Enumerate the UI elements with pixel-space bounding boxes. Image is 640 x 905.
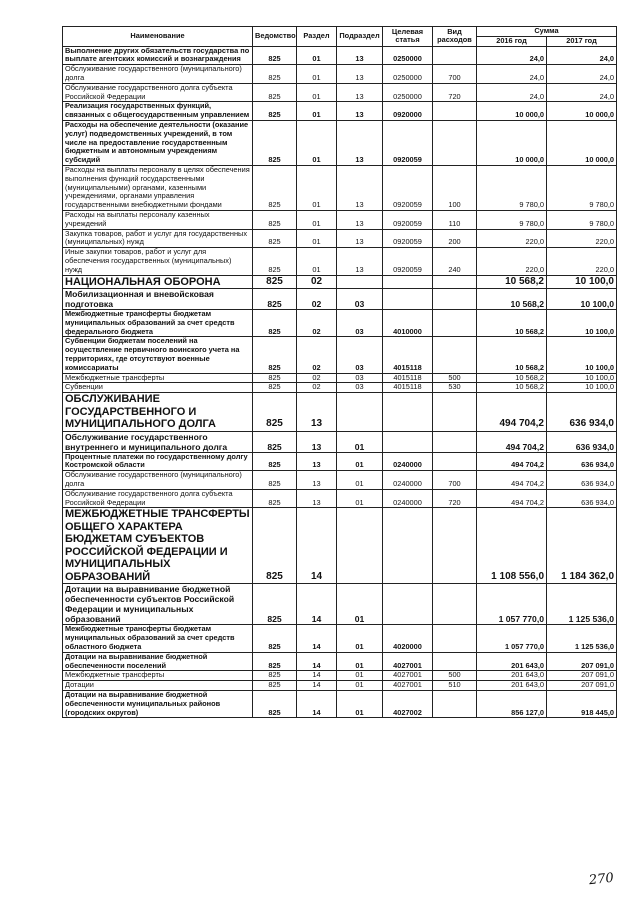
row-name: Реализация государственных функций, связанных с общегосударственным управлением <box>63 102 253 121</box>
table-row <box>63 373 617 383</box>
row-name: Межбюджетные трансферты бюджетам муниципальных образований за счет средств федерального бюджета <box>63 310 253 337</box>
row-subsection: 03 <box>337 373 383 383</box>
row-dept: 825 <box>253 625 297 652</box>
row-target: 4020000 <box>383 625 433 652</box>
row-dept: 825 <box>253 508 297 584</box>
row-subsection: 13 <box>337 165 383 210</box>
row-sum-2016: 856 127,0 <box>477 691 547 718</box>
row-sum-2016: 494 704,2 <box>477 431 547 452</box>
row-subsection: 01 <box>337 671 383 681</box>
row-target: 0920000 <box>383 102 433 121</box>
row-name: НАЦИОНАЛЬНАЯ ОБОРОНА <box>63 275 253 289</box>
header-name: Наименование <box>63 27 253 47</box>
row-subsection: 13 <box>337 248 383 275</box>
budget-document <box>62 26 616 718</box>
row-target: 4015118 <box>383 337 433 373</box>
row-sum-2017: 207 091,0 <box>547 681 617 691</box>
row-sum-2016: 201 643,0 <box>477 681 547 691</box>
row-section: 01 <box>297 248 337 275</box>
row-name: Выполнение других обязательств государства по выплате агентских комиссий и вознаграждения <box>63 46 253 65</box>
row-target <box>383 275 433 289</box>
row-name: Расходы на обеспечение деятельности (оказание услуг) подведомственных учреждений, в том числе на предоставление государственным бюджетным и автономным учреждениям субсидий <box>63 120 253 165</box>
row-subsection: 03 <box>337 310 383 337</box>
row-subsection: 03 <box>337 383 383 393</box>
row-dept: 825 <box>253 584 297 625</box>
row-expense-type: 700 <box>433 471 477 490</box>
row-section: 01 <box>297 83 337 102</box>
row-sum-2016: 24,0 <box>477 65 547 84</box>
row-sum-2016: 24,0 <box>477 46 547 65</box>
row-sum-2016: 10 568,2 <box>477 383 547 393</box>
row-expense-type <box>433 289 477 310</box>
row-target: 4015118 <box>383 383 433 393</box>
row-subsection: 01 <box>337 431 383 452</box>
row-target: 0240000 <box>383 471 433 490</box>
row-target: 4027001 <box>383 671 433 681</box>
row-expense-type <box>433 337 477 373</box>
row-target: 4027002 <box>383 691 433 718</box>
table-row <box>63 310 617 337</box>
row-sum-2016: 220,0 <box>477 248 547 275</box>
row-expense-type <box>433 652 477 671</box>
table-body <box>63 46 617 718</box>
row-sum-2017: 918 445,0 <box>547 691 617 718</box>
row-section: 14 <box>297 584 337 625</box>
row-dept: 825 <box>253 471 297 490</box>
row-expense-type <box>433 310 477 337</box>
row-sum-2016: 201 643,0 <box>477 671 547 681</box>
row-target: 4015118 <box>383 373 433 383</box>
table-row <box>63 248 617 275</box>
row-subsection: 13 <box>337 210 383 229</box>
row-sum-2016: 201 643,0 <box>477 652 547 671</box>
row-subsection <box>337 393 383 432</box>
row-name: Мобилизационная и вневойсковая подготовка <box>63 289 253 310</box>
row-sum-2017: 10 100,0 <box>547 337 617 373</box>
row-dept: 825 <box>253 652 297 671</box>
row-sum-2017: 10 000,0 <box>547 102 617 121</box>
table-row <box>63 671 617 681</box>
row-section: 14 <box>297 652 337 671</box>
row-sum-2017: 207 091,0 <box>547 652 617 671</box>
header-sum: Сумма <box>477 27 617 37</box>
row-sum-2016: 494 704,2 <box>477 452 547 471</box>
table-row <box>63 210 617 229</box>
row-dept: 825 <box>253 46 297 65</box>
row-subsection: 13 <box>337 120 383 165</box>
row-target: 0920059 <box>383 248 433 275</box>
row-sum-2017: 10 000,0 <box>547 120 617 165</box>
row-subsection: 13 <box>337 102 383 121</box>
row-dept: 825 <box>253 489 297 508</box>
table-row <box>63 393 617 432</box>
row-expense-type: 530 <box>433 383 477 393</box>
header-dept: Ведомство <box>253 27 297 47</box>
header-row <box>63 27 617 37</box>
table-row <box>63 337 617 373</box>
row-target: 4010000 <box>383 310 433 337</box>
row-subsection: 01 <box>337 691 383 718</box>
row-target <box>383 431 433 452</box>
row-subsection: 13 <box>337 229 383 248</box>
row-expense-type: 500 <box>433 373 477 383</box>
row-subsection: 01 <box>337 471 383 490</box>
table-row <box>63 625 617 652</box>
row-subsection: 13 <box>337 46 383 65</box>
table-row <box>63 452 617 471</box>
row-expense-type <box>433 102 477 121</box>
row-dept: 825 <box>253 383 297 393</box>
table-row <box>63 275 617 289</box>
row-name: Расходы на выплаты персоналу в целях обеспечения выполнения функций государственными (муниципальными) органами, казенными учреждениями, органами управления государственными внебюджетными фондами <box>63 165 253 210</box>
row-expense-type: 110 <box>433 210 477 229</box>
row-section: 01 <box>297 210 337 229</box>
row-section: 13 <box>297 452 337 471</box>
table-row <box>63 289 617 310</box>
row-section: 02 <box>297 310 337 337</box>
table-row <box>63 431 617 452</box>
row-subsection: 01 <box>337 681 383 691</box>
row-dept: 825 <box>253 120 297 165</box>
header-expense: Вид расходов <box>433 27 477 47</box>
row-dept: 825 <box>253 393 297 432</box>
row-sum-2017: 220,0 <box>547 248 617 275</box>
row-subsection: 01 <box>337 452 383 471</box>
row-target <box>383 289 433 310</box>
row-name: Обслуживание государственного (муниципального) долга <box>63 65 253 84</box>
row-expense-type <box>433 584 477 625</box>
row-dept: 825 <box>253 671 297 681</box>
row-target: 0920059 <box>383 229 433 248</box>
row-sum-2017: 1 125 536,0 <box>547 584 617 625</box>
row-section: 01 <box>297 102 337 121</box>
row-sum-2016: 1 057 770,0 <box>477 584 547 625</box>
table-row <box>63 383 617 393</box>
row-expense-type <box>433 393 477 432</box>
row-expense-type: 500 <box>433 671 477 681</box>
row-name: Дотации на выравнивание бюджетной обеспеченности поселений <box>63 652 253 671</box>
row-section: 02 <box>297 275 337 289</box>
row-sum-2016: 494 704,2 <box>477 471 547 490</box>
row-subsection: 03 <box>337 289 383 310</box>
row-target: 0250000 <box>383 46 433 65</box>
row-dept: 825 <box>253 83 297 102</box>
row-name: МЕЖБЮДЖЕТНЫЕ ТРАНСФЕРТЫ ОБЩЕГО ХАРАКТЕРА БЮДЖЕТАМ СУБЪЕКТОВ РОССИЙСКОЙ ФЕДЕРАЦИИ И МУНИЦИПАЛЬНЫХ ОБРАЗОВАНИЙ <box>63 508 253 584</box>
row-section: 14 <box>297 671 337 681</box>
row-sum-2017: 9 780,0 <box>547 165 617 210</box>
row-section: 01 <box>297 120 337 165</box>
row-section: 13 <box>297 471 337 490</box>
row-section: 14 <box>297 681 337 691</box>
row-subsection: 13 <box>337 65 383 84</box>
row-sum-2017: 636 934,0 <box>547 489 617 508</box>
row-expense-type: 240 <box>433 248 477 275</box>
row-sum-2017: 1 184 362,0 <box>547 508 617 584</box>
row-sum-2017: 10 100,0 <box>547 289 617 310</box>
row-dept: 825 <box>253 310 297 337</box>
row-sum-2016: 494 704,2 <box>477 393 547 432</box>
row-name: Межбюджетные трансферты <box>63 671 253 681</box>
row-name: Обслуживание государственного внутреннего и муниципального долга <box>63 431 253 452</box>
row-sum-2016: 220,0 <box>477 229 547 248</box>
row-sum-2017: 220,0 <box>547 229 617 248</box>
row-target <box>383 508 433 584</box>
table-row <box>63 46 617 65</box>
row-sum-2017: 636 934,0 <box>547 393 617 432</box>
budget-table <box>62 26 617 718</box>
row-sum-2016: 1 057 770,0 <box>477 625 547 652</box>
row-sum-2017: 636 934,0 <box>547 452 617 471</box>
row-sum-2017: 1 125 536,0 <box>547 625 617 652</box>
row-target: 0920059 <box>383 210 433 229</box>
row-dept: 825 <box>253 289 297 310</box>
row-name: Межбюджетные трансферты <box>63 373 253 383</box>
row-name: Обслуживание государственного долга субъекта Российской Федерации <box>63 83 253 102</box>
row-section: 13 <box>297 431 337 452</box>
row-target: 0240000 <box>383 452 433 471</box>
row-expense-type: 200 <box>433 229 477 248</box>
row-name: Субвенции бюджетам поселений на осуществление первичного воинского учета на территориях, где отсутствуют военные комиссариаты <box>63 337 253 373</box>
row-name: Обслуживание государственного (муниципального) долга <box>63 471 253 490</box>
row-sum-2017: 9 780,0 <box>547 210 617 229</box>
header-2017: 2017 год <box>547 36 617 46</box>
row-dept: 825 <box>253 102 297 121</box>
page-number: 270 <box>588 870 615 889</box>
row-subsection: 01 <box>337 652 383 671</box>
table-row <box>63 120 617 165</box>
row-sum-2016: 9 780,0 <box>477 165 547 210</box>
row-dept: 825 <box>253 431 297 452</box>
row-expense-type <box>433 452 477 471</box>
row-section: 02 <box>297 383 337 393</box>
row-sum-2016: 24,0 <box>477 83 547 102</box>
row-target: 4027001 <box>383 681 433 691</box>
row-name: Субвенции <box>63 383 253 393</box>
row-section: 01 <box>297 229 337 248</box>
row-section: 01 <box>297 165 337 210</box>
table-row <box>63 229 617 248</box>
row-section: 14 <box>297 625 337 652</box>
row-target: 0920059 <box>383 120 433 165</box>
row-sum-2017: 10 100,0 <box>547 310 617 337</box>
row-section: 02 <box>297 373 337 383</box>
row-target: 4027001 <box>383 652 433 671</box>
row-sum-2016: 10 568,2 <box>477 289 547 310</box>
row-dept: 825 <box>253 210 297 229</box>
row-dept: 825 <box>253 275 297 289</box>
row-sum-2017: 10 100,0 <box>547 373 617 383</box>
row-target: 0250000 <box>383 65 433 84</box>
table-row <box>63 681 617 691</box>
row-subsection: 01 <box>337 625 383 652</box>
row-expense-type <box>433 275 477 289</box>
table-row <box>63 471 617 490</box>
row-sum-2017: 24,0 <box>547 46 617 65</box>
row-dept: 825 <box>253 452 297 471</box>
row-name: Обслуживание государственного долга субъекта Российской Федерации <box>63 489 253 508</box>
row-sum-2017: 636 934,0 <box>547 431 617 452</box>
row-section: 01 <box>297 46 337 65</box>
row-sum-2017: 10 100,0 <box>547 383 617 393</box>
row-section: 13 <box>297 393 337 432</box>
row-subsection: 01 <box>337 584 383 625</box>
row-expense-type <box>433 625 477 652</box>
row-name: Процентные платежи по государственному долгу Костромской области <box>63 452 253 471</box>
header-section: Раздел <box>297 27 337 47</box>
table-row <box>63 83 617 102</box>
row-expense-type <box>433 431 477 452</box>
row-expense-type: 720 <box>433 489 477 508</box>
row-dept: 825 <box>253 248 297 275</box>
row-dept: 825 <box>253 165 297 210</box>
row-subsection <box>337 508 383 584</box>
table-row <box>63 165 617 210</box>
row-dept: 825 <box>253 373 297 383</box>
row-expense-type <box>433 46 477 65</box>
row-dept: 825 <box>253 65 297 84</box>
row-sum-2016: 10 000,0 <box>477 102 547 121</box>
row-target: 0240000 <box>383 489 433 508</box>
table-row <box>63 489 617 508</box>
row-section: 14 <box>297 691 337 718</box>
row-expense-type: 100 <box>433 165 477 210</box>
row-sum-2016: 10 568,2 <box>477 275 547 289</box>
table-row <box>63 65 617 84</box>
row-name: Расходы на выплаты персоналу казенных учреждений <box>63 210 253 229</box>
row-dept: 825 <box>253 691 297 718</box>
row-expense-type: 700 <box>433 65 477 84</box>
row-sum-2017: 24,0 <box>547 83 617 102</box>
row-name: Дотации на выравнивание бюджетной обеспеченности муниципальных районов (городских округов) <box>63 691 253 718</box>
row-subsection: 03 <box>337 337 383 373</box>
header-target: Целевая статья <box>383 27 433 47</box>
row-section: 02 <box>297 337 337 373</box>
row-sum-2017: 207 091,0 <box>547 671 617 681</box>
row-name: Закупка товаров, работ и услуг для государственных (муниципальных) нужд <box>63 229 253 248</box>
row-section: 13 <box>297 489 337 508</box>
row-subsection <box>337 275 383 289</box>
row-expense-type <box>433 691 477 718</box>
row-sum-2016: 10 568,2 <box>477 373 547 383</box>
row-sum-2016: 10 568,2 <box>477 337 547 373</box>
row-expense-type <box>433 120 477 165</box>
table-row <box>63 102 617 121</box>
row-target: 0250000 <box>383 83 433 102</box>
table-row <box>63 652 617 671</box>
table-row <box>63 508 617 584</box>
row-sum-2016: 1 108 556,0 <box>477 508 547 584</box>
row-expense-type: 510 <box>433 681 477 691</box>
header-2016: 2016 год <box>477 36 547 46</box>
row-expense-type <box>433 508 477 584</box>
row-name: Дотации на выравнивание бюджетной обеспеченности субъектов Российской Федерации и муниципальных образований <box>63 584 253 625</box>
row-section: 02 <box>297 289 337 310</box>
row-target: 0920059 <box>383 165 433 210</box>
row-dept: 825 <box>253 337 297 373</box>
table-row <box>63 691 617 718</box>
row-sum-2016: 10 568,2 <box>477 310 547 337</box>
row-target <box>383 393 433 432</box>
row-expense-type: 720 <box>433 83 477 102</box>
row-subsection: 01 <box>337 489 383 508</box>
row-subsection: 13 <box>337 83 383 102</box>
row-dept: 825 <box>253 229 297 248</box>
row-sum-2017: 636 934,0 <box>547 471 617 490</box>
header-subsection: Подраздел <box>337 27 383 47</box>
row-sum-2016: 9 780,0 <box>477 210 547 229</box>
row-dept: 825 <box>253 681 297 691</box>
row-sum-2016: 494 704,2 <box>477 489 547 508</box>
row-name: Межбюджетные трансферты бюджетам муниципальных образований за счет средств областного бюджета <box>63 625 253 652</box>
row-name: Иные закупки товаров, работ и услуг для обеспечения государственных (муниципальных) нужд <box>63 248 253 275</box>
row-name: ОБСЛУЖИВАНИЕ ГОСУДАРСТВЕННОГО И МУНИЦИПАЛЬНОГО ДОЛГА <box>63 393 253 432</box>
table-row <box>63 584 617 625</box>
row-sum-2016: 10 000,0 <box>477 120 547 165</box>
row-section: 01 <box>297 65 337 84</box>
row-name: Дотации <box>63 681 253 691</box>
row-sum-2017: 24,0 <box>547 65 617 84</box>
row-sum-2017: 10 100,0 <box>547 275 617 289</box>
row-section: 14 <box>297 508 337 584</box>
row-target <box>383 584 433 625</box>
